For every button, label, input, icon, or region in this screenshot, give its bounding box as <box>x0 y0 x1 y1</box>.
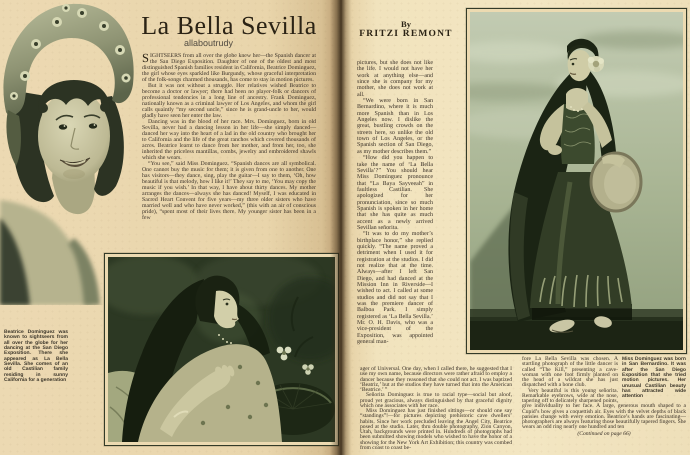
article-body <box>142 53 316 221</box>
paragraph: ager of Universal. One day, when I called there, he suggested that I use my own name, because directors were rather afraid to employ a dancer because they reasoned that she could not act. I was baptized ‘Beatriz,’ but at the studios they have turned that into the American ‘Beatrice.’ ” <box>360 366 512 393</box>
photo-caption-right: Miss Dominguez was born in San Bernardino. It was after the San Diego Exposition that she tried motion pictures. Her unusual Castilian beauty has attracted wide attention <box>622 356 686 400</box>
paragraph: pictures, but she does not like the life. I would not have her work at anything else—and since she is company for my mother, she does not work at all. <box>357 60 433 98</box>
paragraph: Very beautiful is this young señorita. Remarkable eyebrows, wide at the nose, tapering off to delicately sharpened points, give individuality to her face. A large, generous mouth shaped to a Cupid’s bow gives a coquettish air. Eyes with the velvet depths of black pansies change with every emotion. Beatrice’s hands are fascinating—photographers are always featuring those beautifully tapered fingers. She wears an odd ring nearly one hundred and ten <box>522 387 686 431</box>
paragraph: “You see,” said Miss Dominguez. “Spanish dances are all symbolical. One cannot buy the music for them; it is given from one to another. One has visitors—they dance, sing, play the guitar—I say to them, ‘Oh, how beautiful is that melody, how I like it!’ They say to me, ‘You may copy the music if you wish.’ In that way, I have about thirty dances. My mother arranges the dances—always she has danced! Myself, I was educated in Sacred Heart Convent for five years—my three older sisters who have married well and who have never worked,” (this with an air of conscious pride), “spent most of their lives there. My younger sister has been in a few <box>142 161 316 221</box>
byline <box>354 20 458 40</box>
standing-photo <box>470 12 683 350</box>
continued-note: (Continued on page 66) <box>577 431 631 437</box>
paragraph: SIGHTSEERS from all over the globe knew her—the Spanish dancer at the San Diego Exposition. Daughter of one of the oldest and most distinguished Spanish families resident in California, Beatrice Dominguez, the girl whose eyes sparkled like Burgundy, whose graceful interpretation of the folk-songs charmed thousands, has come to stay in motion pictures. <box>142 51 316 83</box>
paragraph: fore La Bella Sevilla was chosen. A startling photograph of the little dancer is called “The Kill,” presenting a cave-woman with one foot firmly planted on the head of a wildcat she has just dispatched with a bone club. <box>522 356 618 389</box>
face <box>568 50 592 81</box>
reclining-photo <box>108 257 335 442</box>
tambourine <box>591 153 641 211</box>
paragraph: “It was to do my mother’s birthplace honor,” she replied quickly. “The name proved a detriment when I used it for registration at the studios. I did not realize that at the time. Always—after I left San Diego, and had danced at the Mission Inn in Riverside—I wished to act. I called at some studios and did not say that I was the premiere dancer of Balboa Park. I simply registered as ‘La Bella Sevilla.’ Mr. O. H. Davis, who was a vice-president of the Exposition, was appointed general man- <box>357 231 433 346</box>
column-bottom-left <box>360 367 512 451</box>
photo-caption-left: Beatrice Dominguez was known to sightseers from all over the globe for her dancing at the San Diego Exposition. There she appeared as La Bella Sevilla. She comes of an old Castilian family residing in sunny California for a generation <box>4 329 68 384</box>
paragraph: Miss Dominguez has just finished sittings—or should one say “standings”!—for pictures depicting prehistoric cave dwellers’ habits. Since her work precluded leaving the Angel City, Beatrice posed at the studio. Later, thru double photography, Zion Canyon, Utah, backgrounds were printed in. Hundreds of photographs had been submitted showing models who wished to have the honor of a showing for the New York Art Exhibition; this country was combed from coast to coast be- <box>360 408 512 451</box>
reclining-photo-frame <box>104 253 339 446</box>
byline-by: By <box>401 19 411 29</box>
watermark: allaboutrudy <box>184 38 234 48</box>
drop-cap: S <box>142 51 149 65</box>
paragraph: “How did you happen to take the name of ‘La Bella Sevilla’?” You should hear Miss Dominguez pronounce that “La Baya Sayveeah” in faultless Castilian. She apologized for her pronunciation, since so much Spanish is spoken in her home that she has quite as much accent as a newly arrived Sevillan señorita. <box>357 155 433 231</box>
paragraph: But it was not without a struggle. Her relatives wished Beatrice to become a doctor or lawyer; there had been no player-folk or dancers of professional tendencies in a long line of ancestry. Frank Dominguez, nationally known as a criminal lawyer of Los Angeles, and whom the girl calls quaintly “my second uncle,” since he is grand-uncle to her, would gladly have seen her enter the law. <box>142 83 316 119</box>
paragraph: Señorita Dominguez is true to racial type—social but aloof, proud yet gracious, always distinguished by that graceful dignity which one associates with her race. <box>360 392 512 409</box>
byline-author: FRITZI REMONT <box>359 29 453 39</box>
column-bottom-right <box>522 357 686 437</box>
column-narrow <box>357 60 433 345</box>
right-page <box>342 0 690 455</box>
left-page <box>0 0 342 455</box>
article-title: La Bella Sevilla <box>141 11 317 40</box>
standing-photo-frame <box>466 8 687 354</box>
paragraph: “We were born in San Bernardino, where it is much more Spanish than in Los Angeles now. I dislike the great, bustling crowds on the streets here, so unlike the old town of Los Angeles, or the Spanish section of San Diego, as my mother describes them.” <box>357 98 433 155</box>
paragraph: Dancing was in the blood of her race. Mrs. Dominguez, born in old Sevilla, never had a dancing lesson in her life—she simply danced—danced her way into the heart of a lad in the old country who brought her to California and the life of the great ranchos which covered thousands of acres. Beatrice learnt to dance from her mother, and from her, too, she inherited the priceless mantillas, combs, jewelry and embroidered shawls which she wears. <box>142 119 316 161</box>
